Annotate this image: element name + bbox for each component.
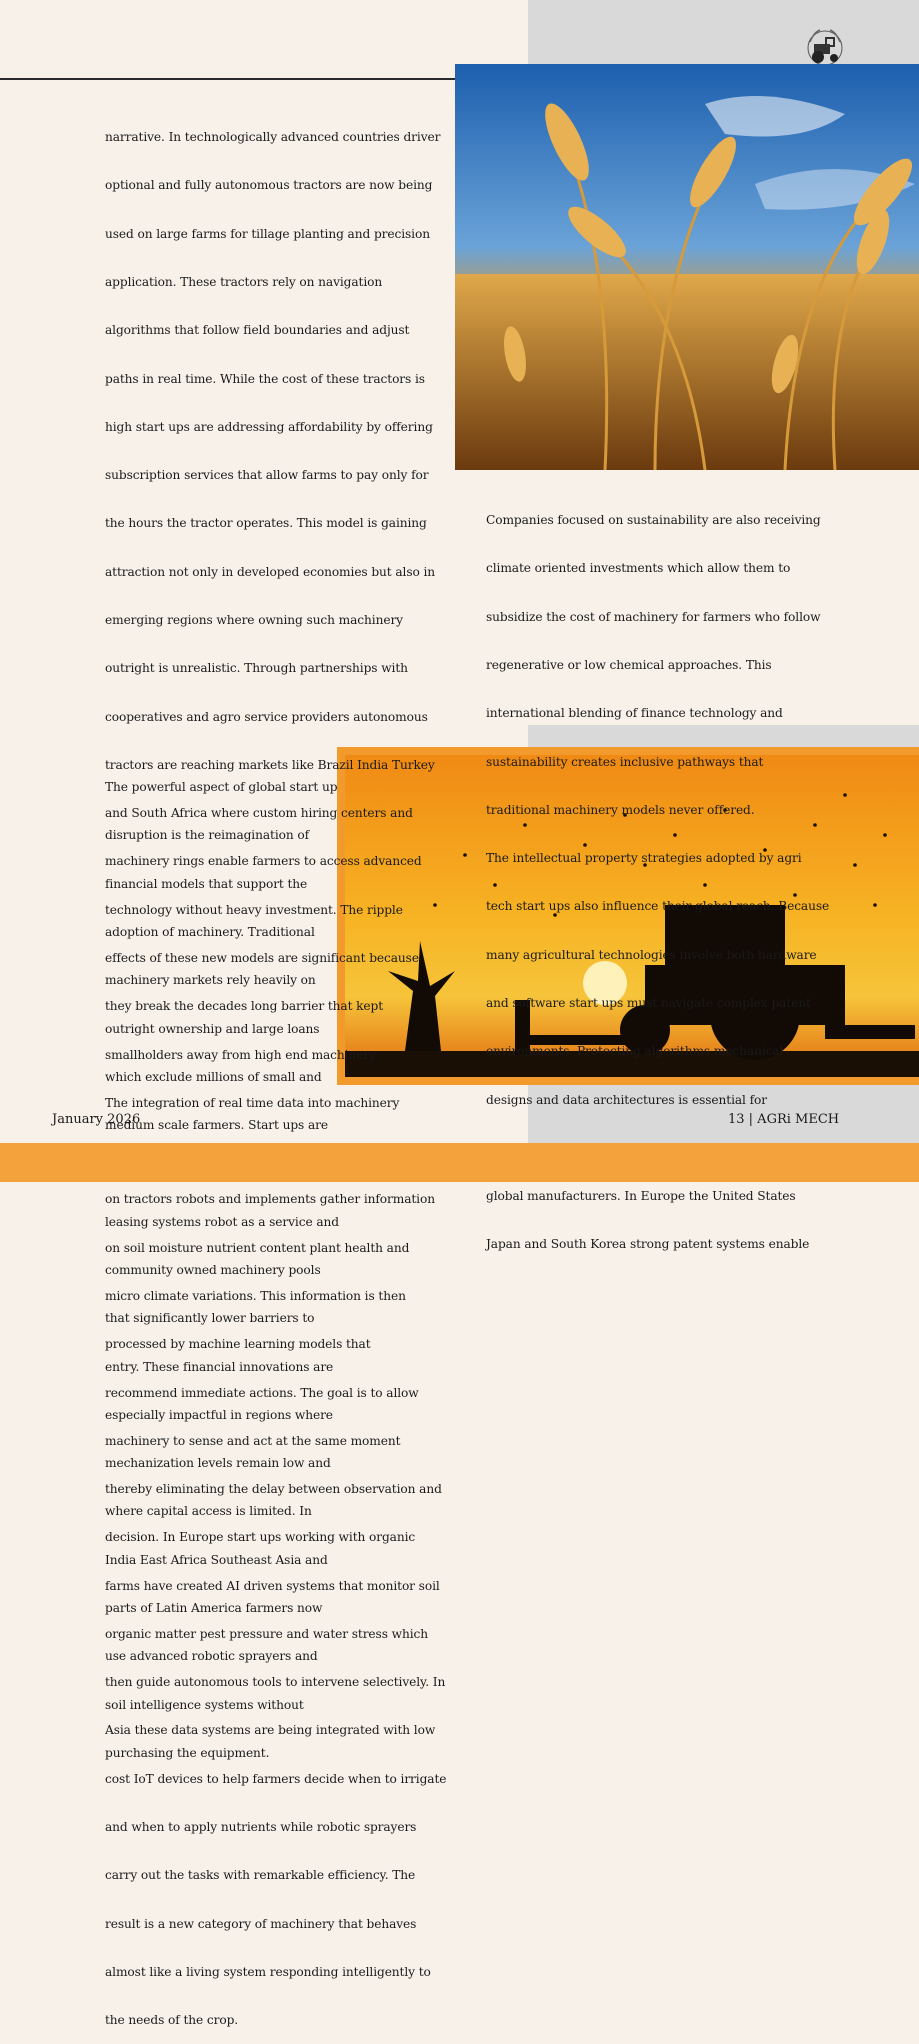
paragraph-line: use advanced robotic sprayers and [105, 1649, 318, 1664]
paragraph-line: narrative. In technologically advanced countries driver [105, 130, 441, 145]
paragraph-line: thereby eliminating the delay between observation and [105, 1482, 442, 1497]
paragraph-line: and South Africa where custom hiring centers and [105, 806, 413, 821]
paragraph-line: Companies focused on sustainability are also receiving [486, 513, 821, 528]
paragraph-line: almost like a living system responding intelligently to [105, 1964, 431, 1979]
paragraph-line: recommend immediate actions. The goal is to allow [105, 1385, 419, 1400]
paragraph-line: farms have created AI driven systems that monitor soil [105, 1578, 440, 1593]
paragraph-line: machinery rings enable farmers to access advanced [105, 854, 422, 869]
paragraph-line: designs and data architectures is essential for [486, 1092, 767, 1107]
column-3-text [105, 747, 339, 1777]
paragraph-line: then guide autonomous tools to intervene selectively. In [105, 1675, 446, 1690]
paragraph-line: entry. These financial innovations are [105, 1359, 334, 1374]
bottom-bar [0, 1143, 919, 1182]
paragraph-line: Asia these data systems are being integrated with low [105, 1723, 436, 1738]
paragraph-line: disruption is the reimagination of [105, 828, 310, 843]
paragraph-line: traditional machinery models never offered. [486, 802, 755, 817]
paragraph-line: The powerful aspect of global start up [105, 780, 338, 795]
paragraph-line: that significantly lower barriers to [105, 1311, 315, 1326]
paragraph-line: paths in real time. While the cost of these tractors is [105, 371, 425, 386]
paragraph-line: community owned machinery pools [105, 1263, 321, 1277]
paragraph-line: where capital access is limited. In [105, 1504, 312, 1519]
paragraph-line: on soil moisture nutrient content plant health and [105, 1240, 410, 1255]
paragraph-line: optional and fully autonomous tractors are now being [105, 178, 433, 193]
paragraph-line: effects of these new models are significant because [105, 950, 419, 965]
paragraph-line: Japan and South Korea strong patent systems enable [486, 1237, 810, 1252]
paragraph-line: international blending of finance technology and [486, 706, 783, 721]
paragraph-line: financial models that support the [105, 876, 308, 891]
wheat-field-photo [455, 64, 919, 470]
paragraph-line: climate oriented investments which allow them to [486, 561, 791, 576]
paragraph-line: outright ownership and large loans [105, 1021, 320, 1036]
paragraph-line: soil intelligence systems without [105, 1697, 304, 1712]
paragraph-line: machinery markets rely heavily on [105, 973, 316, 988]
paragraph-line: organic matter pest pressure and water stress which [105, 1626, 428, 1641]
paragraph-line: and software start ups must navigate complex patent [486, 996, 811, 1010]
paragraph-line: especially impactful in regions where [105, 1407, 333, 1422]
paragraph-line: application. These tractors rely on navigation [105, 275, 383, 290]
paragraph-line: sustainability creates inclusive pathways that [486, 754, 764, 769]
footer-date: January 2026 [52, 1112, 141, 1127]
paragraph-line: tractors are reaching markets like Brazil India Turkey [105, 757, 435, 772]
paragraph-line: processed by machine learning models that [105, 1337, 371, 1352]
paragraph-line: micro climate variations. This information is then [105, 1288, 406, 1303]
paragraph-line: outright is unrealistic. Through partnerships with [105, 661, 408, 676]
paragraph-line: smallholders away from high end machinery. [105, 1047, 378, 1062]
paragraph-line: the hours the tractor operates. This model is gaining [105, 516, 427, 531]
header-rule [0, 78, 460, 80]
paragraph-line: The intellectual property strategies adopted by agri [486, 851, 802, 866]
paragraph-line: many agricultural technologies involve both hardware [486, 947, 817, 962]
paragraph-line: India East Africa Southeast Asia and [105, 1552, 328, 1567]
paragraph-line: subsidize the cost of machinery for farmers who follow [486, 609, 821, 624]
paragraph-line: and when to apply nutrients while robotic sprayers [105, 1820, 417, 1835]
paragraph-line: cooperatives and agro service providers autonomous [105, 709, 428, 724]
paragraph-line: medium scale farmers. Start ups are [105, 1118, 328, 1133]
paragraph-line: subscription services that allow farms to pay only for [105, 468, 429, 483]
paragraph-line: cost IoT devices to help farmers decide when to irrigate [105, 1771, 447, 1786]
paragraph-line: adoption of machinery. Traditional [105, 925, 315, 940]
paragraph-line: result is a new category of machinery that behaves [105, 1916, 417, 1931]
paragraph-line: algorithms that follow field boundaries and adjust [105, 323, 410, 338]
paragraph-line: which exclude millions of small and [105, 1069, 322, 1084]
paragraph-line: leasing systems robot as a service and [105, 1214, 339, 1229]
paragraph-line: regenerative or low chemical approaches. This [486, 658, 772, 673]
paragraph-line: attraction not only in developed economies but also in [105, 564, 436, 579]
paragraph-line: on tractors robots and implements gather information [105, 1192, 435, 1207]
paragraph-line: high start ups are addressing affordability by offering [105, 419, 433, 434]
paragraph-line: mechanization levels remain low and [105, 1456, 331, 1471]
paragraph-line: machinery to sense and act at the same moment [105, 1433, 401, 1448]
paragraph-line: parts of Latin America farmers now [105, 1600, 323, 1615]
paragraph-line: technology without heavy investment. The ripple [105, 902, 403, 917]
paragraph-line: emerging regions where owning such machinery [105, 613, 403, 627]
paragraph-line: tech start ups also influence their global reach. Because [486, 899, 830, 914]
paragraph-line: purchasing the equipment. [105, 1745, 270, 1760]
paragraph-line: carry out the tasks with remarkable efficiency. The [105, 1868, 416, 1883]
paragraph-line: decision. In Europe start ups working with organic [105, 1530, 416, 1545]
paragraph-line: they break the decades long barrier that kept [105, 999, 384, 1014]
paragraph-line: environments. Protecting algorithms mechanical [486, 1044, 784, 1059]
paragraph-line: used on large farms for tillage planting and precision [105, 226, 430, 241]
paragraph-line: global manufacturers. In Europe the United States [486, 1189, 796, 1204]
paragraph-line: The integration of real time data into machinery [105, 1095, 400, 1110]
footer-page-number: 13 | AGRi MECH [728, 1112, 840, 1127]
paragraph-line: the needs of the crop. [105, 2013, 239, 2028]
